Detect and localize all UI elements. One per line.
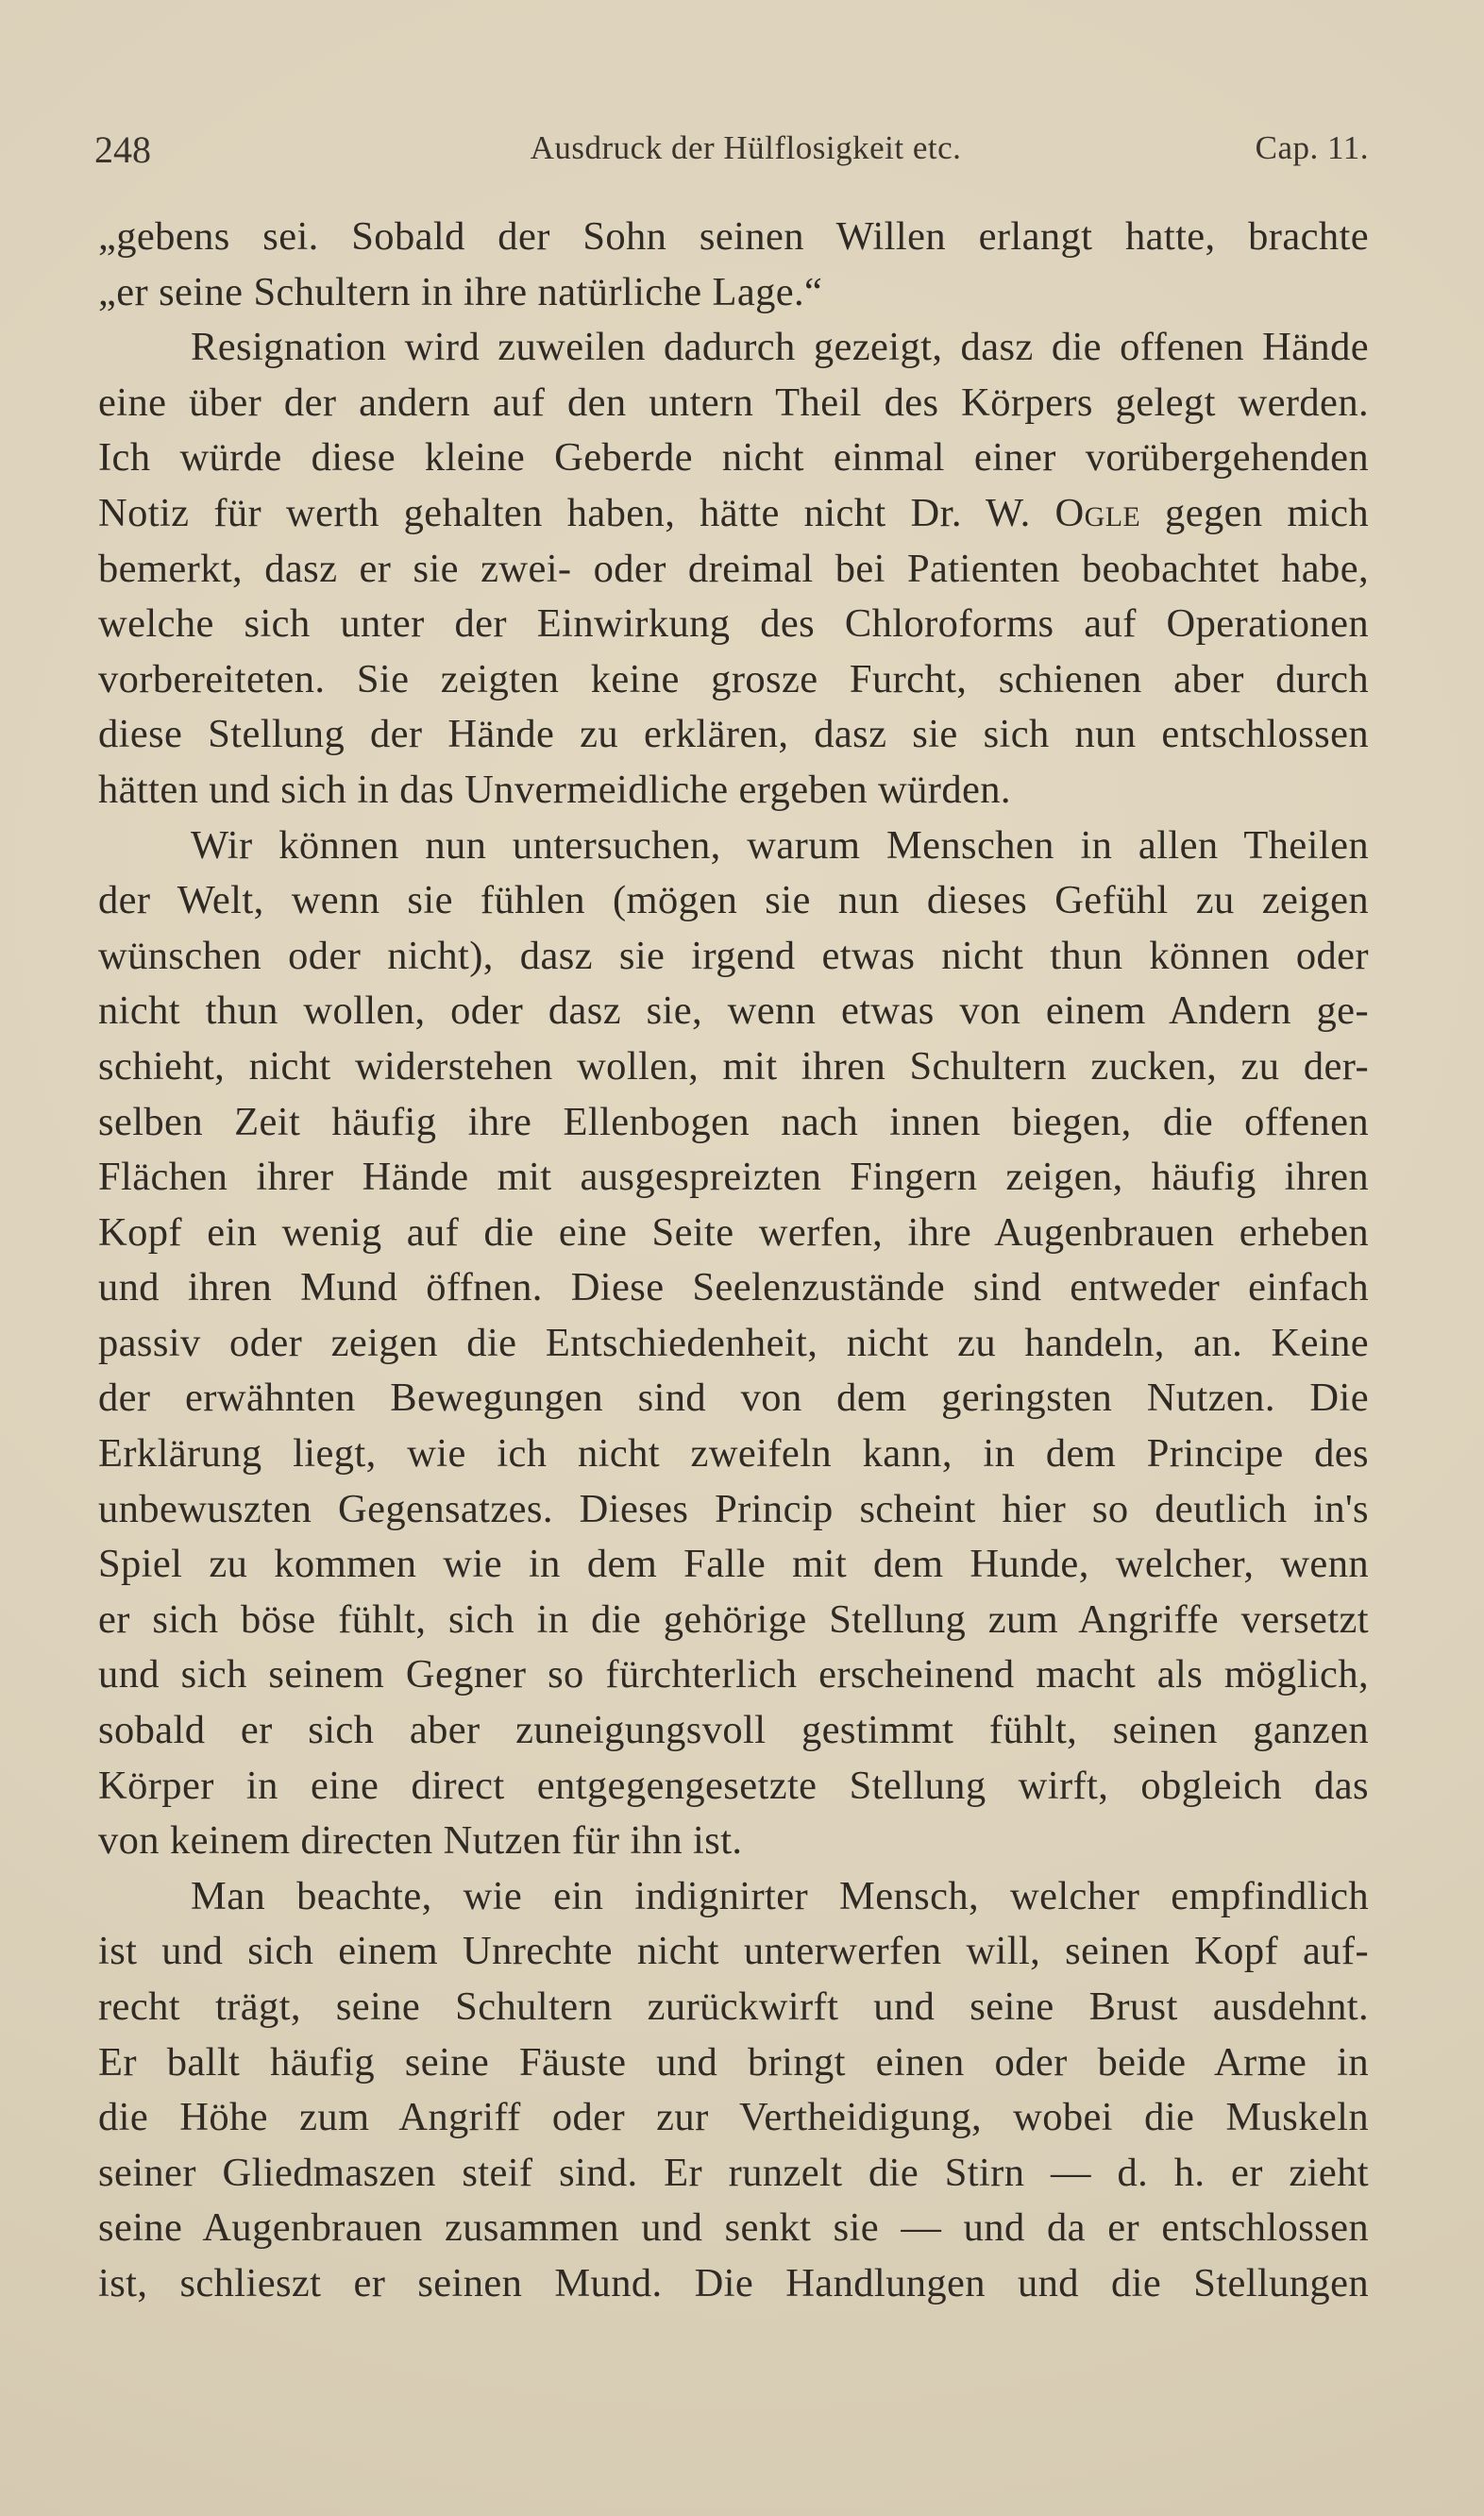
- text-line: passiv oder zeigen die Entschiedenheit, nicht zu handeln, an. Keine: [98, 1320, 1369, 1365]
- text-line: welche sich unter der Einwirkung des Chloroforms auf Operationen: [98, 601, 1369, 647]
- text-line: und ihren Mund öffnen. Diese Seelenzustände sind entweder einfach: [98, 1265, 1369, 1310]
- running-header: [94, 127, 1369, 170]
- text-line: vorbereiteten. Sie zeigten keine grosze Furcht, schienen aber durch: [98, 656, 1369, 701]
- chapter-label: Cap. 11.: [1255, 129, 1369, 166]
- text-line: schieht, nicht widerstehen wollen, mit ihren Schultern zucken, zu der-: [98, 1043, 1369, 1089]
- text-line: sobald er sich aber zuneigungsvoll gestimmt fühlt, seinen ganzen: [98, 1708, 1369, 1753]
- text-line: die Höhe zum Angriff oder zur Vertheidigung, wobei die Muskeln: [98, 2095, 1369, 2140]
- text-line: ist, schlieszt er seinen Mund. Die Handlungen und die Stellungen: [98, 2260, 1369, 2305]
- text-line: seiner Gliedmaszen steif sind. Er runzelt die Stirn — d. h. er zieht: [98, 2150, 1369, 2195]
- body-text: [98, 210, 1369, 2312]
- text-line: Ich würde diese kleine Geberde nicht einmal einer vorübergehenden: [98, 435, 1369, 481]
- author-name-ogle: Ogle: [1054, 490, 1141, 535]
- text-line: recht trägt, seine Schultern zurückwirft und seine Brust ausdehnt.: [98, 1984, 1369, 2029]
- text-line: der erwähnten Bewegungen sind von dem geringsten Nutzen. Die: [98, 1376, 1369, 1421]
- text-line: nicht thun wollen, oder dasz sie, wenn etwas von einem Andern ge-: [98, 988, 1369, 1034]
- text-line: bemerkt, dasz er sie zwei- oder dreimal bei Patienten beobachtet habe,: [98, 546, 1369, 591]
- text-line: er sich böse fühlt, sich in die gehörige Stellung zum Angriffe versetzt: [98, 1596, 1369, 1642]
- text-line: Spiel zu kommen wie in dem Falle mit dem Hunde, welcher, wenn: [98, 1542, 1369, 1587]
- text-line: Flächen ihrer Hände mit ausgespreizten Fingern zeigen, häufig ihren: [98, 1155, 1369, 1200]
- text-line: unbewuszten Gegensatzes. Dieses Princip scheint hier so deutlich in's: [98, 1486, 1369, 1531]
- text-line: der Welt, wenn sie fühlen (mögen sie nun dieses Gefühl zu zeigen: [98, 878, 1369, 923]
- text-line: Kopf ein wenig auf die eine Seite werfen, ihre Augenbrauen erheben: [98, 1209, 1369, 1255]
- text-line: Erklärung liegt, wie ich nicht zweifeln kann, in dem Principe des: [98, 1431, 1369, 1477]
- text-line: hätten und sich in das Unvermeidliche ergeben würden.: [98, 767, 1011, 812]
- text-line: Notiz für werth gehalten haben, hätte nicht Dr. W. Ogle gegen mich: [98, 490, 1370, 535]
- text-line: seine Augenbrauen zusammen und senkt sie — und da er entschlossen: [98, 2205, 1369, 2251]
- text-line: „gebens sei. Sobald der Sohn seinen Willen erlangt hatte, brachte: [98, 214, 1369, 259]
- text-line: Wir können nun untersuchen, warum Menschen in allen Theilen: [191, 822, 1369, 868]
- text-line: wünschen oder nicht), dasz sie irgend etwas nicht thun können oder: [98, 933, 1369, 978]
- text-line: und sich seinem Gegner so fürchterlich erscheinend macht als möglich,: [98, 1652, 1369, 1697]
- text-line: Körper in eine direct entgegengesetzte Stellung wirft, obgleich das: [98, 1763, 1369, 1808]
- text-line: Man beachte, wie ein indignirter Mensch, welcher empfindlich: [191, 1873, 1369, 1918]
- text-line: Resignation wird zuweilen dadurch gezeigt, dasz die offenen Hände: [191, 325, 1369, 370]
- text-line: selben Zeit häufig ihre Ellenbogen nach innen biegen, die offenen: [98, 1099, 1369, 1144]
- text-line: diese Stellung der Hände zu erklären, dasz sie sich nun entschlossen: [98, 712, 1369, 757]
- text-line: „er seine Schultern in ihre natürliche Lage.“: [98, 269, 823, 314]
- text-line: von keinem directen Nutzen für ihn ist.: [98, 1818, 743, 1864]
- running-title: Ausdruck der Hülflosigkeit etc.: [530, 129, 962, 166]
- text-line: eine über der andern auf den untern Theil des Körpers gelegt werden.: [98, 380, 1369, 425]
- page-number: 248: [94, 128, 151, 171]
- text-line: Er ballt häufig seine Fäuste und bringt einen oder beide Arme in: [98, 2039, 1369, 2085]
- text-line: ist und sich einem Unrechte nicht unterwerfen will, seinen Kopf auf-: [98, 1929, 1369, 1974]
